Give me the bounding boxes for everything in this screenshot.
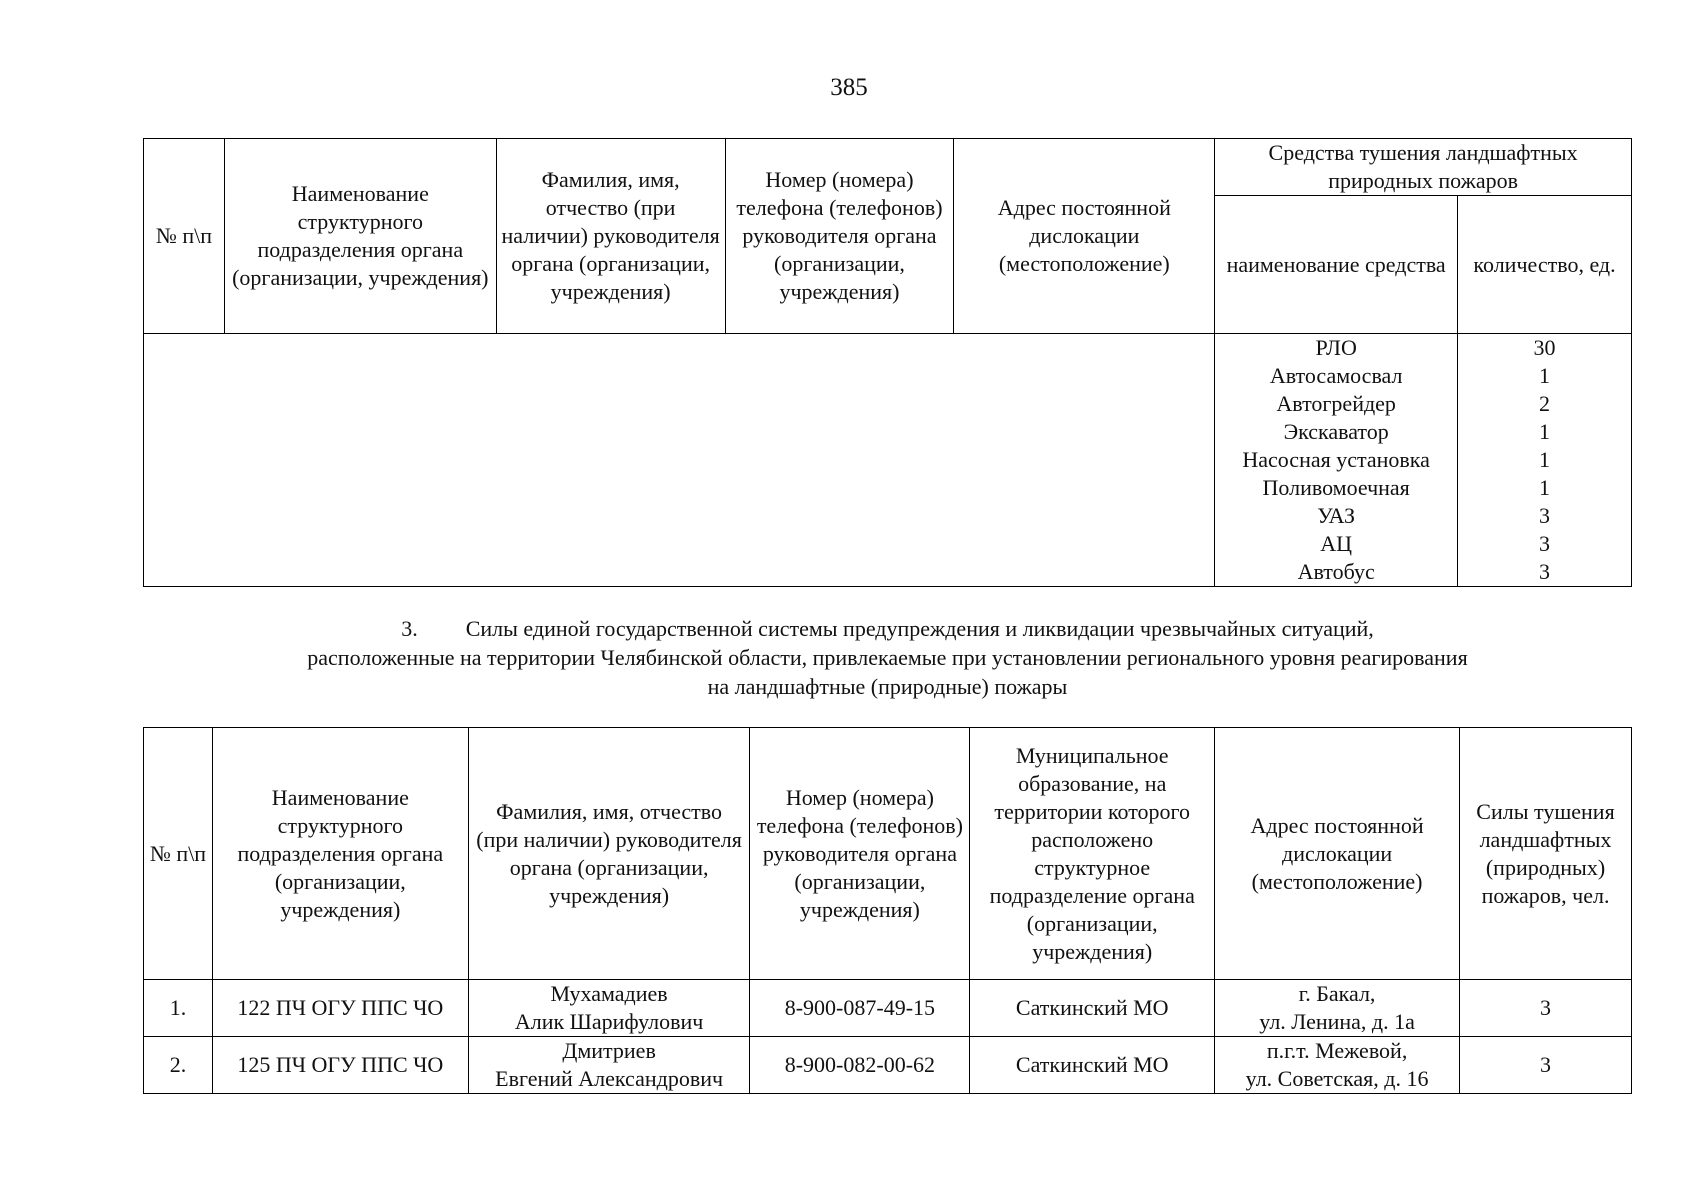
section-heading	[143, 614, 1632, 701]
col-header-head: Фамилия, имя, отчество (при наличии) руководителя органа (организации, учреждения)	[496, 139, 725, 334]
forces-table	[143, 727, 1632, 1094]
means-qty: 3	[1539, 531, 1551, 556]
means-name: УАЗ	[1317, 503, 1356, 528]
page-number: 385	[830, 74, 868, 101]
row-address	[1215, 980, 1460, 1037]
means-qty: 2	[1539, 391, 1551, 416]
means-qty: 3	[1539, 559, 1551, 584]
row-municipality: Саткинский МО	[970, 1037, 1215, 1094]
means-name: Насосная установка	[1242, 447, 1430, 472]
col-header-phone: Номер (номера) телефона (телефонов) руководителя органа (организации, учреждения)	[750, 728, 970, 980]
col-header-municipality: Муниципальное образование, на территории которого расположено структурное подразделение органа (организации, учреждения)	[970, 728, 1215, 980]
row-head-names: Евгений Александрович	[495, 1066, 724, 1091]
section-heading-line-1	[143, 614, 1632, 643]
row-forces: 3	[1460, 1037, 1632, 1094]
col-header-forces: Силы тушения ландшафтных (природных) пожаров, чел.	[1460, 728, 1632, 980]
row-unit: 125 ПЧ ОГУ ППС ЧО	[212, 1037, 468, 1094]
table-row	[144, 980, 1632, 1037]
row-num: 1.	[144, 980, 213, 1037]
means-name: Поливомоечная	[1262, 475, 1410, 500]
row-address-line-2: ул. Советская, д. 16	[1245, 1066, 1429, 1091]
section-title-line-2: расположенные на территории Челябинской области, привлекаемые при установлении регионального уровня реагирования	[307, 645, 1468, 670]
row-address-line-1: г. Бакал,	[1298, 981, 1376, 1006]
section-title-line-1: Силы единой государственной системы предупреждения и ликвидации чрезвычайных ситуаций,	[465, 616, 1374, 641]
means-qty: 1	[1539, 447, 1551, 472]
table-row	[144, 1037, 1632, 1094]
row-forces: 3	[1460, 980, 1632, 1037]
col-header-address: Адрес постоянной дислокации (местоположение)	[954, 139, 1215, 334]
col-header-unit: Наименование структурного подразделения органа (организации, учреждения)	[224, 139, 496, 334]
row-unit: 122 ПЧ ОГУ ППС ЧО	[212, 980, 468, 1037]
means-qty-list	[1458, 334, 1632, 587]
row-phone: 8-900-082-00-62	[750, 1037, 970, 1094]
means-name: АЦ	[1320, 531, 1353, 556]
row-address	[1215, 1037, 1460, 1094]
col-header-means-qty: количество, ед.	[1458, 196, 1632, 334]
col-header-unit: Наименование структурного подразделения органа (организации, учреждения)	[212, 728, 468, 980]
means-qty: 1	[1539, 363, 1551, 388]
row-address-line-2: ул. Ленина, д. 1а	[1259, 1009, 1415, 1034]
means-qty: 3	[1539, 503, 1551, 528]
row-address-line-1: п.г.т. Межевой,	[1266, 1038, 1408, 1063]
empty-merged-cell	[144, 334, 1215, 587]
col-header-phone: Номер (номера) телефона (телефонов) руководителя органа (организации, учреждения)	[725, 139, 954, 334]
col-header-head: Фамилия, имя, отчество (при наличии) руководителя органа (организации, учреждения)	[468, 728, 750, 980]
col-header-num: № п\п	[144, 728, 213, 980]
row-head-surname: Дмитриев	[562, 1038, 656, 1063]
means-table	[143, 138, 1632, 587]
row-head	[468, 1037, 750, 1094]
row-num: 2.	[144, 1037, 213, 1094]
section-number: 3.	[401, 616, 418, 641]
means-name-list	[1215, 334, 1458, 587]
means-qty: 1	[1539, 419, 1551, 444]
means-name: Автогрейдер	[1276, 391, 1396, 416]
col-header-num: № п\п	[144, 139, 225, 334]
means-qty: 30	[1533, 335, 1556, 360]
col-header-address: Адрес постоянной дислокации (местоположение)	[1215, 728, 1460, 980]
row-head-names: Алик Шарифулович	[514, 1009, 704, 1034]
row-head	[468, 980, 750, 1037]
col-header-means-group: Средства тушения ландшафтных природных пожаров	[1215, 139, 1632, 196]
row-head-surname: Мухамадиев	[550, 981, 668, 1006]
means-name: Автосамосвал	[1269, 363, 1403, 388]
col-header-means-name: наименование средства	[1215, 196, 1458, 334]
means-qty: 1	[1539, 475, 1551, 500]
row-municipality: Саткинский МО	[970, 980, 1215, 1037]
row-phone: 8-900-087-49-15	[750, 980, 970, 1037]
means-name: Автобус	[1297, 559, 1375, 584]
section-title-line-3: на ландшафтные (природные) пожары	[707, 674, 1068, 699]
means-name: Экскаватор	[1283, 419, 1389, 444]
means-name: РЛО	[1315, 335, 1357, 360]
